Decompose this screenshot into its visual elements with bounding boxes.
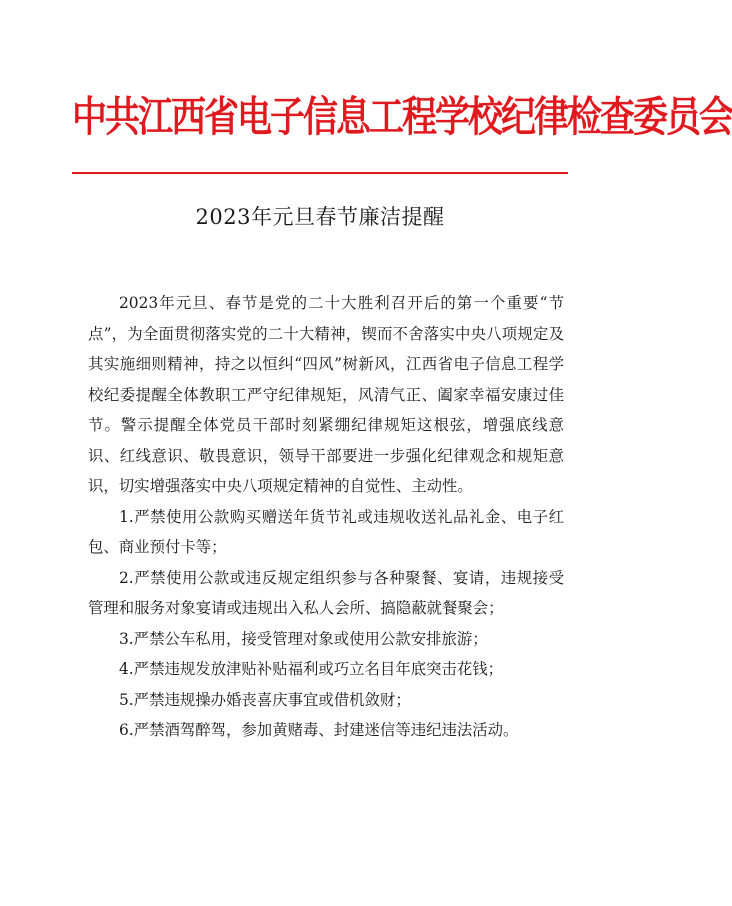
organization-header: 中共江西省电子信息工程学校纪律检查委员会 — [72, 93, 732, 142]
red-divider-line — [72, 172, 568, 174]
rule-item-4: 4.严禁违规发放津贴补贴福利或巧立名目年底突击花钱； — [119, 660, 504, 678]
intro-paragraph: 2023年元旦、春节是党的二十大胜利召开后的第一个重要“节点”，为全面贯彻落实党的二十大精神，锲而不舍落实中央八项规定及其实施细则精神，持之以恒纠“四风”树新风，江西省电子信息工程学校纪委提醒全体教职工严守纪律规矩，风清气正、阖家幸福安康过佳节。警示提醒全体党员干部时刻紧绷纪律规矩这根弦，增强底线意识、红线意识、敬畏意识，领导干部要进一步强化纪律观念和规矩意识，切实增强落实中央八项规定精神的自觉性、主动性。 — [88, 294, 564, 495]
document-body — [88, 288, 564, 746]
rule-item-2: 2.严禁使用公款或违反规定组织参与各种聚餐、宴请，违规接受管理和服务对象宴请或违规出入私人会所、搞隐蔽就餐聚会； — [88, 568, 564, 617]
rule-item-6: 6.严禁酒驾醉驾，参加黄赌毒、封建迷信等违纪违法活动。 — [119, 721, 519, 739]
document-title: 2023年元旦春节廉洁提醒 — [195, 205, 445, 229]
rule-item-5: 5.严禁违规操办婚丧喜庆事宜或借机敛财； — [119, 690, 411, 709]
rule-item-1: 1.严禁使用公款购买赠送年货节礼或违规收送礼品礼金、电子红包、商业预付卡等； — [88, 507, 564, 556]
rule-item-3: 3.严禁公车私用，接受管理对象或使用公款安排旅游； — [119, 629, 488, 648]
